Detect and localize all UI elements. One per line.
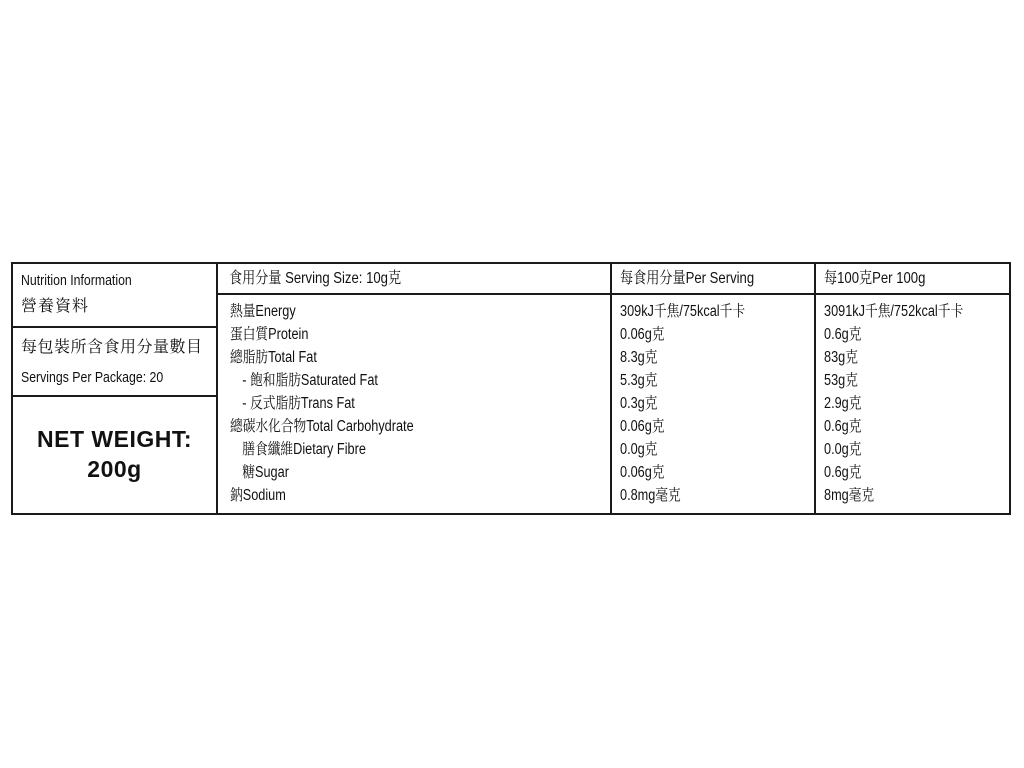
per-serving-trans-fat: 0.3g克 [620,395,658,412]
per-serving-total-fat: 8.3g克 [620,349,658,366]
per-100g-total-fat: 83g克 [824,349,858,366]
net-weight-label: NET WEIGHT: [37,426,192,452]
per-100g-energy: 3091kJ千焦/752kcal千卡 [824,303,964,320]
nutrition-label [11,262,1011,515]
servings-per-package-zh: 每包裝所含食用分量數目 [21,339,203,356]
per-serving-total-carbohydrate: 0.06g克 [620,418,665,435]
nutrient-saturated-fat: - 飽和脂肪Saturated Fat [242,372,378,389]
divider-info-servings [13,326,216,328]
divider-header [216,293,1009,295]
info-title-en: Nutrition Information [21,272,132,289]
divider-middle [610,264,612,513]
nutrient-total-fat: 總脂肪Total Fat [230,349,317,366]
per-100g-saturated-fat: 53g克 [824,372,858,389]
nutrient-energy: 熱量Energy [230,303,296,320]
per-serving-values [620,300,772,507]
nutrient-dietary-fibre: 膳食纖維Dietary Fibre [242,441,366,458]
per-100g-total-carbohydrate: 0.6g克 [824,418,862,435]
nutrient-sugar: 糖Sugar [242,464,289,481]
per-100g-header: 每100克Per 100g [824,270,926,287]
per-100g-sodium: 8mg毫克 [824,487,875,504]
per-100g-protein: 0.6g克 [824,326,862,343]
nutrient-protein: 蛋白質Protein [230,326,309,343]
net-weight-value: 200g [87,456,142,482]
per-serving-header: 每食用分量Per Serving [620,270,755,287]
servings-per-package-en: Servings Per Package: 20 [21,369,164,386]
nutrient-names [230,300,454,507]
per-serving-saturated-fat: 5.3g克 [620,372,658,389]
nutrient-total-carbohydrate: 總碳水化合物Total Carbohydrate [230,418,414,435]
nutrient-sodium: 鈉Sodium [230,487,286,504]
divider-servings-weight [13,395,216,397]
per-serving-protein: 0.06g克 [620,326,665,343]
per-100g-values [824,300,994,507]
divider-left [216,264,218,513]
per-serving-sugar: 0.06g克 [620,464,665,481]
per-100g-sugar: 0.6g克 [824,464,862,481]
per-serving-energy: 309kJ千焦/75kcal千卡 [620,303,746,320]
nutrient-trans-fat: - 反式脂肪Trans Fat [242,395,355,412]
per-100g-trans-fat: 2.9g克 [824,395,862,412]
per-serving-dietary-fibre: 0.0g克 [620,441,658,458]
per-100g-dietary-fibre: 0.0g克 [824,441,862,458]
serving-size-header: 食用分量 Serving Size: 10g克 [229,270,402,287]
per-serving-sodium: 0.8mg毫克 [620,487,681,504]
info-title-zh: 營養資料 [21,298,90,315]
divider-right [814,264,816,513]
